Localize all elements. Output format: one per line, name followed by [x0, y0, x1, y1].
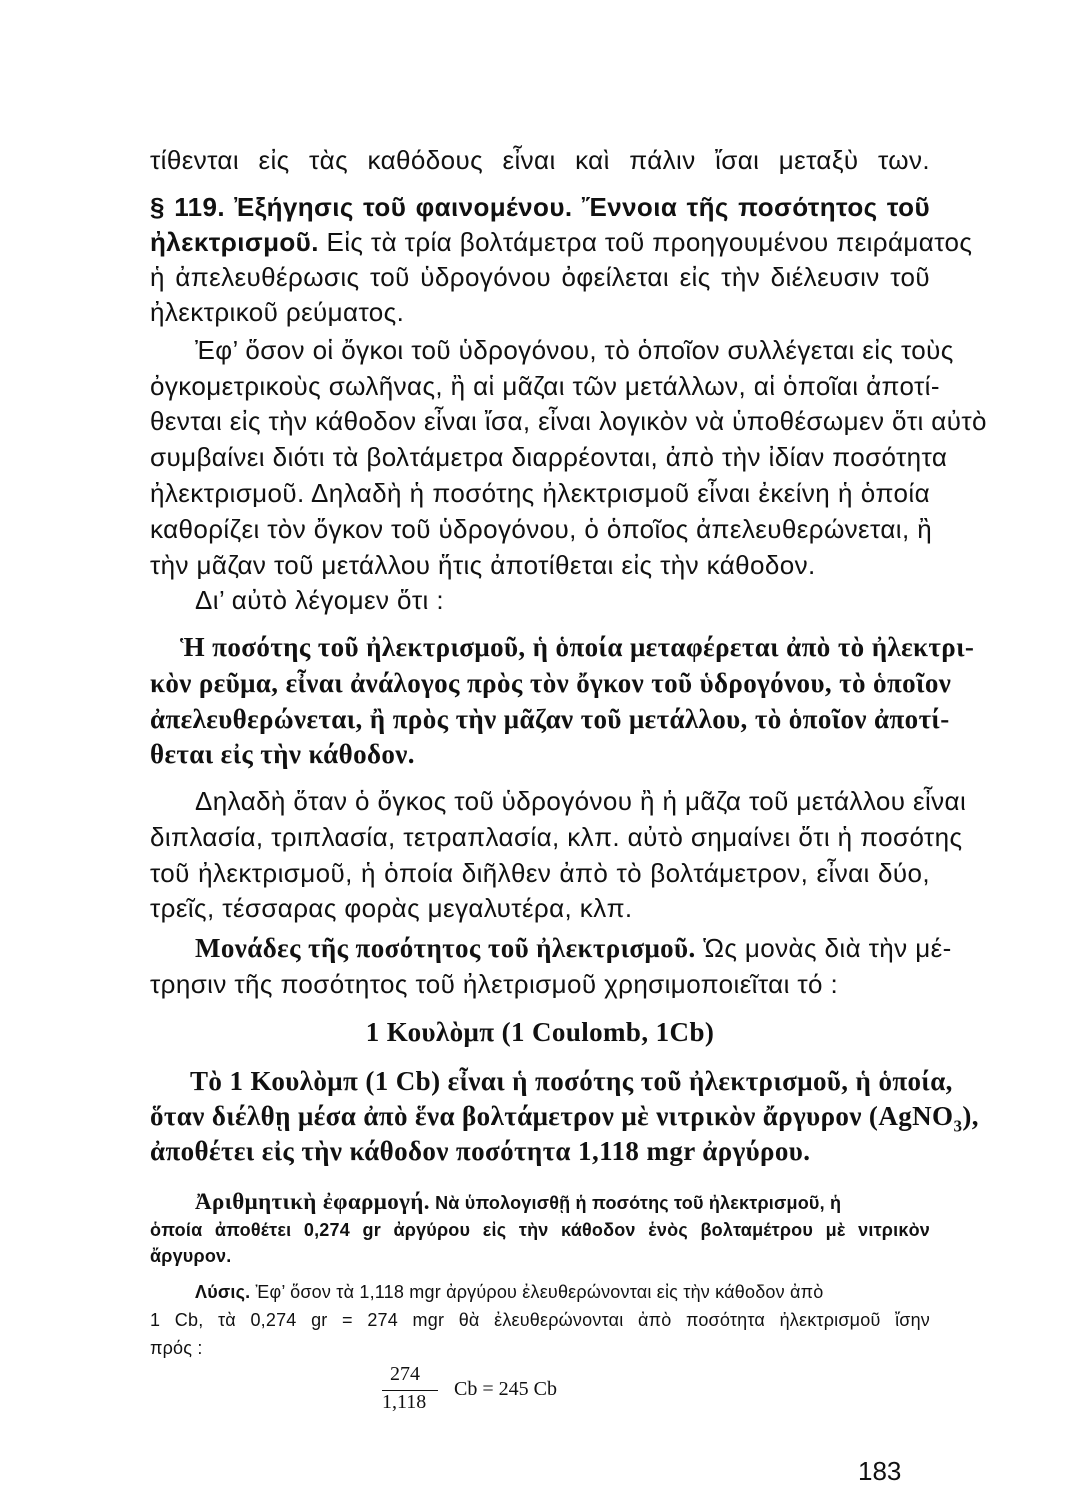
text-run: Ὡς μονὰς διὰ τὴν μέ- — [695, 933, 952, 963]
law-statement-line: ἀπελευθερώνεται, ἢ πρὸς τὴν μᾶζαν τοῦ μετάλλου, τὸ ὁποῖον ἀποτί- — [150, 704, 950, 734]
solution-heading: Λύσις. — [195, 1282, 251, 1302]
solution-line: 1 Cb, τὰ 0,274 gr = 274 mgr θὰ ἐλευθερώνονται ἀπὸ ποσότητα ἠλεκτρισμοῦ ἴσην — [150, 1310, 930, 1330]
text-line: Δι’ αὐτὸ λέγομεν ὅτι : — [195, 585, 444, 615]
text-line: ἠλεκτρικοῦ ρεύματος. — [150, 297, 405, 327]
text-line: τὴν μᾶζαν τοῦ μετάλλου ἥτις ἀποτίθεται εἰς τὴν κάθοδον. — [150, 550, 816, 580]
paragraph-start: Ἐφ’ ὅσον οἱ ὄγκοι τοῦ ὑδρογόνου, τὸ ὁποῖον συλλέγεται εἰς τοὺς — [195, 335, 954, 365]
subheading-units: Μονάδες τῆς ποσότητος τοῦ ἠλεκτρισμοῦ. — [195, 933, 696, 963]
text-line: θενται εἰς τὴν κάθοδον εἶναι ἴσα, εἶναι λογικὸν νὰ ὑποθέσωμεν ὅτι αὐτὸ — [150, 406, 987, 436]
solution-line: πρός : — [150, 1338, 203, 1358]
text-line: ἡ ἀπελευθέρωσις τοῦ ὑδρογόνου ὀφείλεται εἰς τὴν διέλευσιν τοῦ — [150, 262, 930, 292]
formula-result: Cb = 245 Cb — [454, 1378, 557, 1400]
text-run: Εἰς τὰ τρία βολτάμετρα τοῦ προηγουμένου πειράματος — [318, 227, 973, 257]
text-line — [150, 225, 973, 259]
heading-continuation: ἠλεκτρισμοῦ. — [150, 227, 319, 257]
fraction-denominator: 1,118 — [382, 1391, 427, 1413]
text-line — [195, 931, 952, 965]
exercise-line: ὁποία ἀποθέτει 0,274 gr ἀργύρου εἰς τὴν κάθοδον ἑνὸς βολταμέτρου μὲ νιτρικὸν — [150, 1220, 930, 1240]
text-line: καθορίζει τὸν ὄγκον τοῦ ὑδρογόνου, ὁ ὁποῖος ἀπελευθερώνεται, ἢ — [150, 514, 933, 544]
definition-line: ἀποθέτει εἰς τὴν κάθοδον ποσότητα 1,118 mgr ἀργύρου. — [150, 1136, 811, 1166]
text-run: Νὰ ὑπολογισθῇ ἡ ποσότης τοῦ ἠλεκτρισμοῦ, ἡ — [429, 1193, 842, 1213]
text-line: τοῦ ἠλεκτρισμοῦ, ἡ ὁποία διῆλθεν ἀπὸ τὸ βολτάμετρον, εἶναι δύο, — [150, 858, 930, 888]
text-line: τίθενται εἰς τὰς καθόδους εἶναι καὶ πάλιν ἴσαι μεταξὺ των. — [150, 145, 930, 175]
unit-definition-heading: 1 Κουλὸμπ (1 Coulomb, 1Cb) — [365, 1017, 715, 1047]
law-statement-line: θεται εἰς τὴν κάθοδον. — [150, 739, 415, 769]
definition-run: ), — [962, 1101, 979, 1131]
page-number: 183 — [858, 1456, 902, 1486]
text-line: συμβαίνει διότι τὰ βολτάμετρα διαρρέονται, ἀπὸ τὴν ἰδίαν ποσότητα — [150, 442, 948, 472]
text-line: ἠλεκτρισμοῦ. Δηλαδὴ ἡ ποσότης ἠλεκτρισμοῦ εἶναι ἐκείνη ἡ ὁποία — [150, 478, 930, 508]
exercise-line — [195, 1183, 930, 1219]
paragraph-start: Δηλαδὴ ὅταν ὁ ὄγκος τοῦ ὑδρογόνου ἢ ἡ μᾶζα τοῦ μετάλλου εἶναι — [195, 786, 967, 816]
subscript: 3 — [953, 1116, 963, 1136]
text-line: διπλασία, τριπλασία, τετραπλασία, κλπ. αὐτὸ σημαίνει ὅτι ἡ ποσότης — [150, 822, 963, 852]
exercise-line: ἄργυρον. — [150, 1246, 232, 1266]
law-statement-line: κὸν ρεῦμα, εἶναι ἀνάλογος πρὸς τὸν ὄγκον τοῦ ὑδρογόνου, τὸ ὁποῖον — [150, 668, 952, 698]
text-line: ὀγκομετρικοὺς σωλῆνας, ἢ αἱ μᾶζαι τῶν μετάλλων, αἱ ὁποῖαι ἀποτί- — [150, 371, 940, 401]
text-line: τρεῖς, τέσσαρας φορὰς μεγαλυτέρα, κλπ. — [150, 893, 633, 923]
definition-run: ὅταν διέλθῃ μέσα ἀπὸ ἕνα βολτάμετρον μὲ νιτρικὸν ἄργυρον (AgNO — [150, 1101, 954, 1131]
solution-line — [195, 1279, 975, 1305]
fraction-numerator: 274 — [390, 1363, 420, 1385]
definition-line: Τὸ 1 Κουλὸμπ (1 Cb) εἶναι ἡ ποσότης τοῦ ἠλεκτρισμοῦ, ἡ ὁποία, — [190, 1066, 953, 1096]
section-heading: § 119. Ἐξήγησις τοῦ φαινομένου. Ἔννοια τῆς ποσότητος τοῦ — [150, 192, 930, 222]
exercise-heading: Ἀριθμητικὴ ἐφαρμογή. — [195, 1189, 430, 1214]
law-statement-line: Ἡ ποσότης τοῦ ἠλεκτρισμοῦ, ἡ ὁποία μεταφέρεται ἀπὸ τὸ ἠλεκτρι- — [180, 632, 975, 662]
text-run: Ἐφ’ ὅσον τὰ 1,118 mgr ἀργύρου ἐλευθερώνονται εἰς τὴν κάθοδον ἀπὸ — [250, 1282, 824, 1302]
text-line: τρησιν τῆς ποσότητος τοῦ ἠλετρισμοῦ χρησιμοποιεῖται τό : — [150, 969, 839, 999]
